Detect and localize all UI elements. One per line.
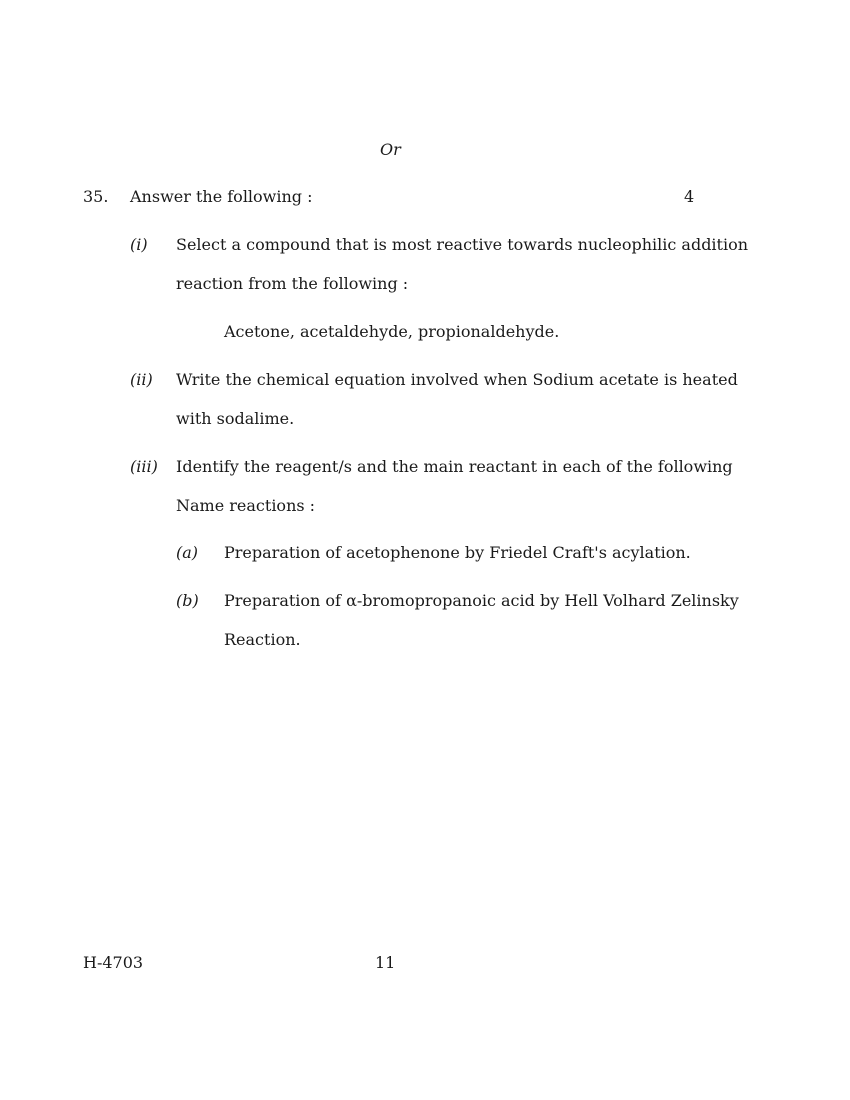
subpart-text-line: Preparation of acetophenone by Friedel Craft's acylation. [224,543,691,562]
subpart-text-line: Reaction. [224,630,301,649]
part-text-line: Identify the reagent/s and the main reactant in each of the following [176,457,733,476]
subpart-text-line: Preparation of α-bromopropanoic acid by Hell Volhard Zelinsky [224,591,739,610]
question-prompt: Answer the following : [130,187,313,206]
paper-code: H-4703 [83,953,144,972]
part-text-line: Name reactions : [176,496,316,515]
question-number: 35. [83,187,109,206]
part-text-line: with sodalime. [176,409,295,428]
page-number: 11 [375,953,396,972]
part-text-line: reaction from the following : [176,274,409,293]
question-marks: 4 [684,187,695,206]
subpart-label-a: (a) [176,543,199,562]
part-text-line: Write the chemical equation involved when Sodium acetate is heated [176,370,738,389]
or-divider: Or [380,140,401,159]
part-label: (i) [130,235,148,254]
part-text-line: Select a compound that is most reactive towards nucleophilic addition [176,235,749,254]
subpart-label-b: (b) [176,591,199,610]
part-label: (ii) [130,370,153,389]
part-label: (iii) [130,457,158,476]
compound-options: Acetone, acetaldehyde, propionaldehyde. [224,322,560,341]
